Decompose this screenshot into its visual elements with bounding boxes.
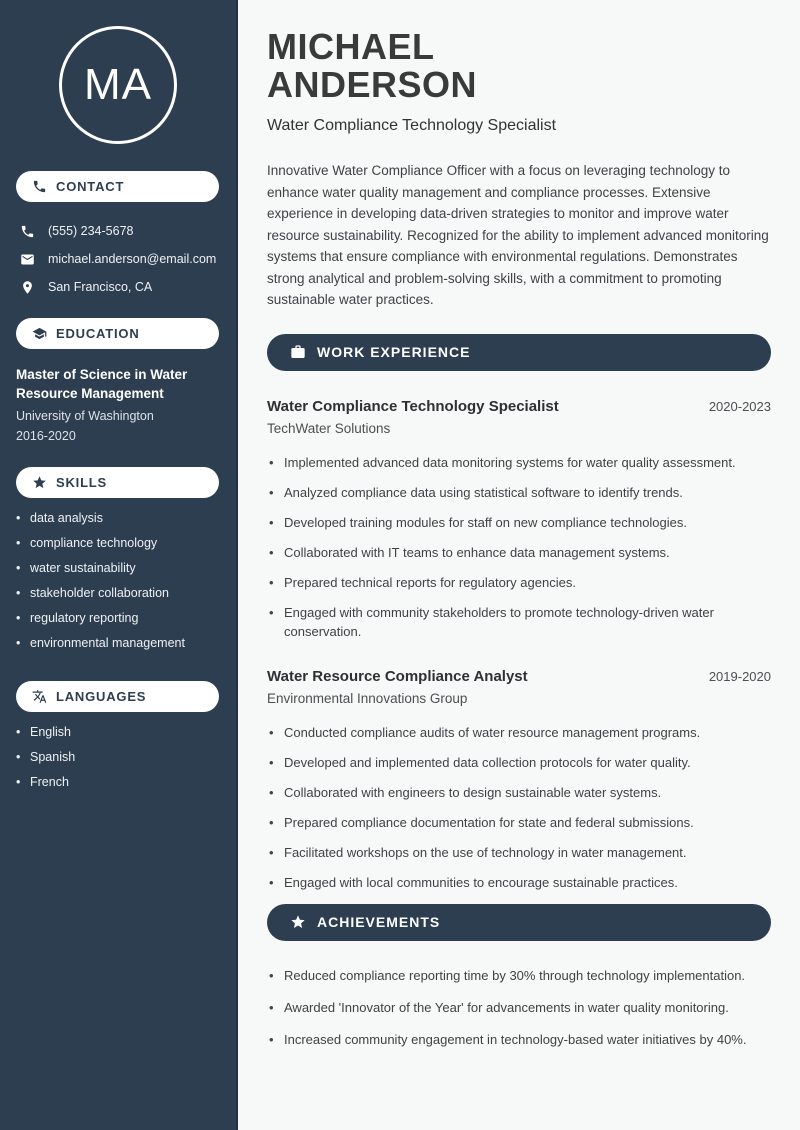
achievements-header-label: ACHIEVEMENTS bbox=[317, 914, 441, 930]
education-degree: Master of Science in Water Resource Management bbox=[16, 367, 188, 401]
phone-icon bbox=[32, 179, 47, 194]
skill-item: • regulatory reporting bbox=[0, 612, 236, 625]
job-bullet: • Facilitated workshops on the use of technology in water management. bbox=[267, 843, 771, 862]
education-header-label: EDUCATION bbox=[56, 326, 140, 341]
achievement-bullet: • Increased community engagement in technology-based water initiatives by 40%. bbox=[267, 1030, 771, 1049]
job-bullet: • Engaged with community stakeholders to promote technology-driven water conservation. bbox=[267, 603, 771, 641]
location-value: San Francisco, CA bbox=[48, 280, 153, 294]
skills-header-label: SKILLS bbox=[56, 475, 108, 490]
mail-icon bbox=[20, 252, 35, 267]
phone-icon bbox=[20, 224, 35, 239]
education-entry bbox=[0, 349, 236, 443]
job-head bbox=[267, 668, 771, 685]
contact-list bbox=[0, 217, 236, 301]
job-entry bbox=[267, 398, 771, 641]
job-bullet: • Collaborated with IT teams to enhance data management systems. bbox=[267, 543, 771, 562]
contact-location-row bbox=[0, 273, 236, 301]
job-bullet: • Collaborated with engineers to design sustainable water systems. bbox=[267, 783, 771, 802]
job-bullet: • Implemented advanced data monitoring systems for water quality assessment. bbox=[267, 453, 771, 472]
work-experience-section-header bbox=[267, 334, 771, 371]
contact-header-label: CONTACT bbox=[56, 179, 125, 194]
location-pin-icon bbox=[20, 280, 35, 295]
person-name-line2: ANDERSON bbox=[267, 64, 478, 105]
job-bullets bbox=[267, 453, 771, 641]
summary-paragraph: Innovative Water Compliance Officer with a focus on leveraging technology to enhance water quality management and compliance processes. Extensive experience in developing data-driven strategies to monitor and improve water resource sustainability. Recognized for the ability to implement advanced monitoring systems that ensure compliance with environmental regulations. Demonstrates strong analytical and problem-solving skills, with a commitment to promoting sustainable water practices. bbox=[267, 163, 769, 307]
skills-list bbox=[0, 512, 236, 650]
job-company: TechWater Solutions bbox=[267, 420, 391, 436]
job-bullets bbox=[267, 723, 771, 892]
graduation-cap-icon bbox=[32, 326, 47, 341]
skills-section-header bbox=[16, 467, 219, 498]
job-dates: 2020-2023 bbox=[708, 398, 771, 414]
achievement-bullet: • Awarded 'Innovator of the Year' for advancements in water quality monitoring. bbox=[267, 998, 771, 1017]
job-dates: 2019-2020 bbox=[708, 668, 771, 684]
job-bullet: • Developed training modules for staff on new compliance technologies. bbox=[267, 513, 771, 532]
avatar-initials: MA bbox=[84, 60, 152, 109]
contact-phone-row bbox=[0, 217, 236, 245]
person-name-line1: MICHAEL bbox=[267, 26, 435, 67]
job-company: Environmental Innovations Group bbox=[267, 690, 468, 706]
work-experience-header-label: WORK EXPERIENCE bbox=[317, 344, 471, 360]
languages-header-label: LANGUAGES bbox=[56, 689, 147, 704]
skill-item: • compliance technology bbox=[0, 537, 236, 550]
job-bullet: • Engaged with local communities to encourage sustainable practices. bbox=[267, 873, 771, 892]
job-entry bbox=[267, 668, 771, 892]
job-bullet: • Developed and implemented data collection protocols for water quality. bbox=[267, 753, 771, 772]
achievement-bullet: • Reduced compliance reporting time by 30% through technology implementation. bbox=[267, 966, 771, 985]
language-item: • English bbox=[0, 726, 236, 739]
job-bullet: • Prepared compliance documentation for state and federal submissions. bbox=[267, 813, 771, 832]
skill-item: • environmental management bbox=[0, 637, 236, 650]
languages-list bbox=[0, 726, 236, 789]
skill-item: • stakeholder collaboration bbox=[0, 587, 236, 600]
avatar bbox=[59, 26, 177, 144]
achievements-list bbox=[267, 966, 771, 1049]
star-icon bbox=[32, 475, 47, 490]
education-school: University of Washington bbox=[16, 409, 154, 423]
contact-section-header bbox=[16, 171, 219, 202]
main-content bbox=[238, 0, 800, 1130]
briefcase-icon bbox=[290, 344, 306, 360]
language-item: • French bbox=[0, 776, 236, 789]
achievements-section-header bbox=[267, 904, 771, 941]
language-item: • Spanish bbox=[0, 751, 236, 764]
skill-item: • water sustainability bbox=[0, 562, 236, 575]
phone-value: (555) 234-5678 bbox=[48, 224, 134, 238]
sidebar bbox=[0, 0, 238, 1130]
person-title: Water Compliance Technology Specialist bbox=[267, 117, 557, 134]
job-bullet: • Analyzed compliance data using statistical software to identify trends. bbox=[267, 483, 771, 502]
job-bullet: • Prepared technical reports for regulatory agencies. bbox=[267, 573, 771, 592]
email-value: michael.anderson@email.com bbox=[48, 252, 217, 266]
translate-icon bbox=[32, 689, 47, 704]
contact-email-row bbox=[0, 245, 236, 273]
languages-section-header bbox=[16, 681, 219, 712]
job-head bbox=[267, 398, 771, 415]
education-years: 2016-2020 bbox=[16, 429, 76, 443]
skill-item: • data analysis bbox=[0, 512, 236, 525]
job-title: Water Resource Compliance Analyst bbox=[267, 667, 528, 685]
person-name bbox=[267, 28, 771, 104]
job-bullet: • Conducted compliance audits of water resource management programs. bbox=[267, 723, 771, 742]
education-section-header bbox=[16, 318, 219, 349]
job-title: Water Compliance Technology Specialist bbox=[267, 397, 559, 415]
star-icon bbox=[290, 914, 306, 930]
